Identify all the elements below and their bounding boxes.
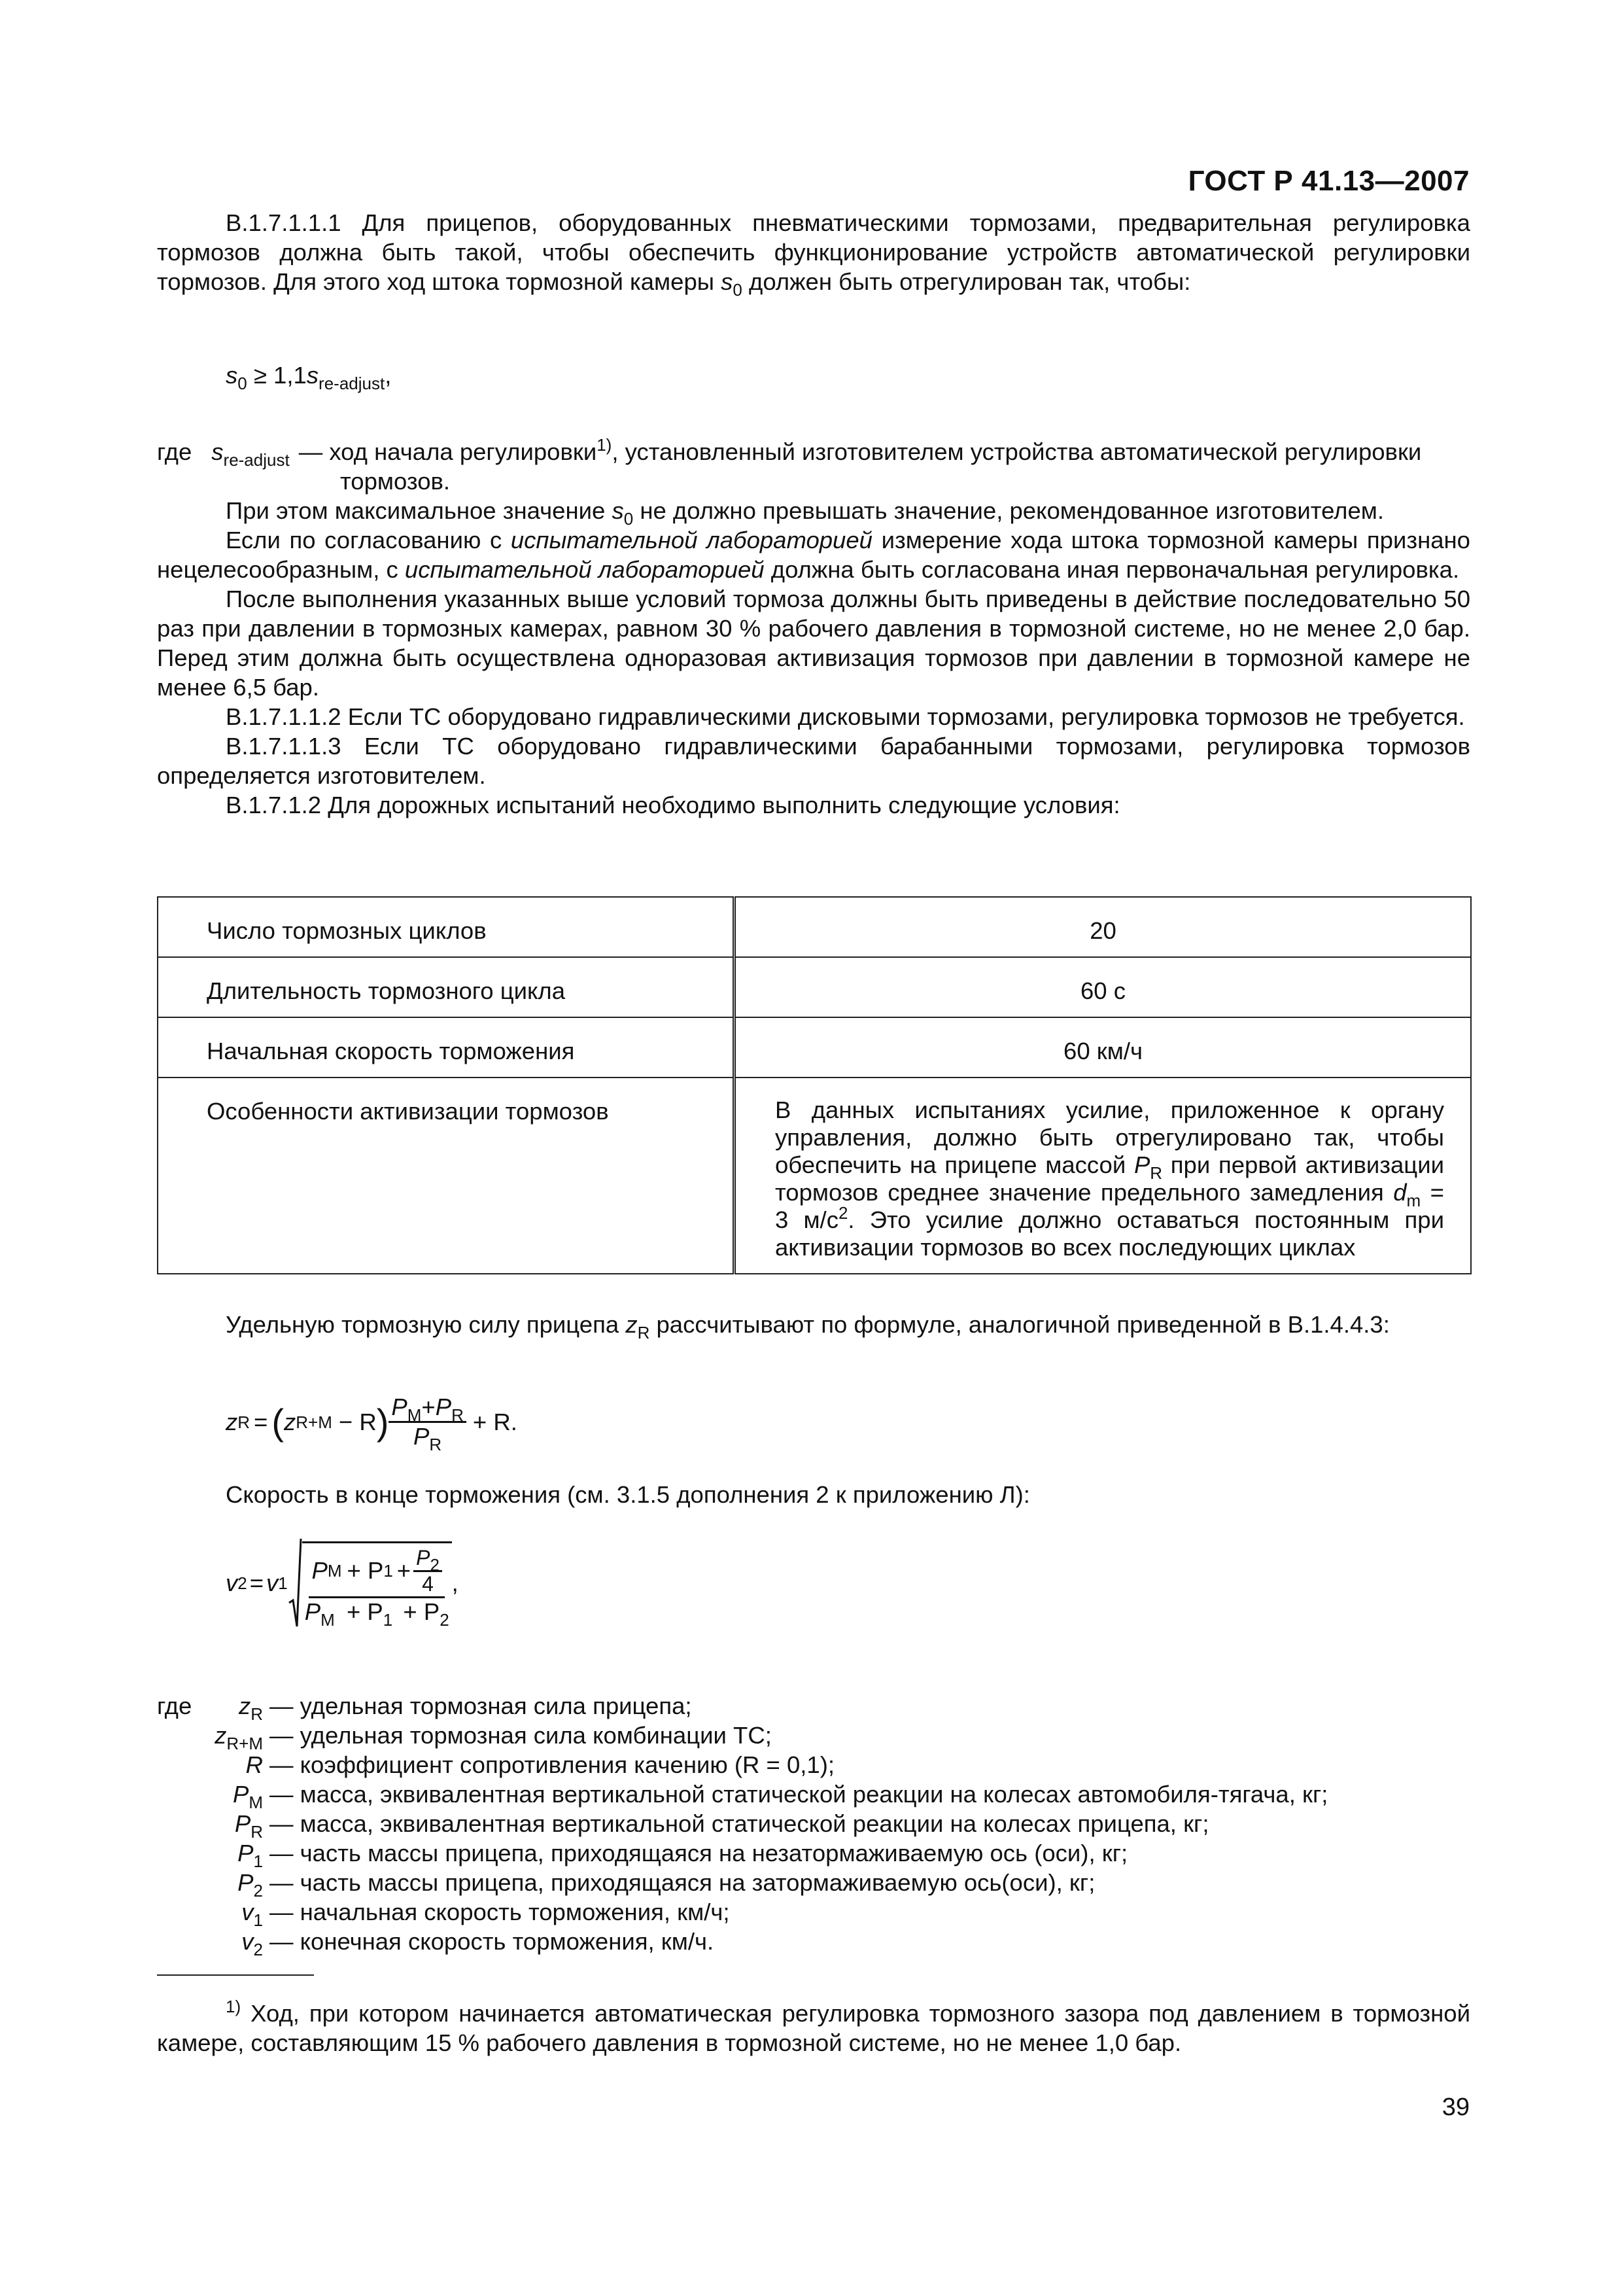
symbol: P xyxy=(232,1781,249,1808)
subscript: M xyxy=(249,1793,263,1812)
subscript: re-adjust xyxy=(223,450,290,470)
def-text: — удельная тормозная сила комбинации ТС; xyxy=(269,1722,772,1749)
symbol: z xyxy=(284,1408,296,1435)
superscript: 2 xyxy=(838,1203,848,1223)
symbol: s xyxy=(211,438,224,465)
where-label: где xyxy=(157,438,192,465)
formula-s0 xyxy=(226,362,392,393)
symbol: P xyxy=(391,1393,407,1420)
list-item xyxy=(157,1779,1328,1812)
text: При этом максимальное значение xyxy=(226,497,606,524)
symbol: P xyxy=(435,1393,452,1420)
fraction xyxy=(413,1546,442,1596)
subscript: m xyxy=(1406,1191,1421,1210)
text: Скорость в конце торможения (см. 3.1.5 дополнения 2 к приложению Л): xyxy=(226,1481,1030,1508)
symbol: v xyxy=(266,1569,279,1596)
italic-term: испытательной лабораторией xyxy=(510,527,872,553)
list-item xyxy=(157,1927,1328,1959)
body-paragraph-7: В.1.7.1.2 Для дорожных испытаний необходимо выполнить следующие условия: xyxy=(226,792,1120,818)
table-row xyxy=(158,1077,1471,1274)
operator: ≥ 1,1 xyxy=(253,362,307,389)
body-paragraph-8 xyxy=(157,1310,1470,1342)
symbol: P xyxy=(237,1869,254,1896)
subscript: R xyxy=(637,1323,650,1342)
table-cell-value: 60 км/ч xyxy=(734,1017,1472,1077)
fraction: P M + P 1 + $\frac{P_2}{4}$ $P_M + P_1 + P_2$ xyxy=(304,1545,449,1630)
text: при первой активизации тормозов среднее значение предельного замедления xyxy=(775,1151,1444,1206)
symbol: P xyxy=(304,1598,321,1625)
def-text: — начальная скорость торможения, км/ч; xyxy=(269,1899,730,1925)
def-text: — масса, эквивалентная вертикальной статической реакции на колесах автомобиля-тягача, кг; xyxy=(269,1781,1328,1808)
symbol: s xyxy=(721,268,733,295)
footnote xyxy=(157,1999,1470,2058)
symbol: s xyxy=(306,362,319,389)
text: Если по согласованию с xyxy=(226,527,502,553)
symbol: z xyxy=(215,1722,227,1749)
subscript: 2 xyxy=(440,1609,449,1630)
def-text: — коэффициент сопротивления качению (R = 0,1); xyxy=(269,1751,835,1778)
footnote-ref: 1) xyxy=(596,435,612,455)
symbol: z xyxy=(226,1408,238,1435)
subscript: 2 xyxy=(253,1881,263,1901)
conditions-table xyxy=(157,896,1472,1274)
def-text: — ход начала регулировки xyxy=(298,438,597,465)
body-paragraphs xyxy=(157,496,1470,820)
punct: , xyxy=(385,362,392,389)
footnote-text: Ход, при котором начинается автоматическая регулировка тормозного зазора под давлением в тормозной камере, составляющим 15 % рабочего давления в тормозной системе, но не менее 1,0 бар. xyxy=(157,2000,1470,2056)
subscript: R xyxy=(429,1435,442,1454)
text: не должно превышать значение, рекомендованное изготовителем. xyxy=(640,497,1385,524)
symbol: z xyxy=(625,1311,638,1338)
table-cell-label: Число тормозных циклов xyxy=(158,897,734,957)
list-item xyxy=(157,1750,1328,1779)
operator: + xyxy=(421,1393,436,1420)
def-text-cont: тормозов. xyxy=(340,468,451,495)
symbol: P xyxy=(1133,1151,1150,1178)
table-row xyxy=(158,957,1471,1017)
subscript: M xyxy=(320,1609,335,1630)
list-item xyxy=(157,1868,1328,1901)
subscript: 0 xyxy=(733,280,742,300)
text: рассчитывают по формуле, аналогичной приведенной в В.1.4.4.3: xyxy=(656,1311,1390,1338)
symbol: P xyxy=(416,1545,430,1569)
paren: ) xyxy=(376,1401,389,1443)
number: 4 xyxy=(422,1571,434,1596)
operator: − R xyxy=(338,1408,377,1435)
symbol: s xyxy=(612,497,624,524)
fraction xyxy=(389,1393,466,1454)
symbol: s xyxy=(226,362,238,389)
subscript: re-adjust xyxy=(319,374,385,393)
subscript: R xyxy=(451,1405,464,1425)
italic-term: испытательной лабораторией xyxy=(404,556,765,583)
symbol: v xyxy=(241,1928,254,1955)
subscript: R xyxy=(1150,1163,1163,1183)
subscript: 1 xyxy=(253,1910,263,1930)
operator: + R. xyxy=(472,1408,517,1435)
operator: + P xyxy=(403,1598,440,1625)
subscript: 1 xyxy=(383,1609,393,1630)
body-paragraph-4: После выполнения указанных выше условий тормоза должны быть приведены в действие последовательно 50 раз при давлении в тормозных камерах, равном 30 % рабочего давления в тормозной системе, но не менее 2,0 бар. Перед этим должна быть осуществлена одноразовая активизация тормозов при давлении в тормозной камере не менее 6,5 бар. xyxy=(157,586,1470,701)
symbol: v xyxy=(241,1899,254,1925)
subscript: R xyxy=(251,1822,263,1842)
table-cell-label: Начальная скорость торможения xyxy=(158,1017,734,1077)
definition-sre-adjust xyxy=(157,437,1470,496)
subscript: 0 xyxy=(623,509,634,529)
list-item xyxy=(157,1691,1328,1724)
operator: + P xyxy=(346,1598,383,1625)
text: должна быть согласована иная первоначальная регулировка. xyxy=(770,556,1460,583)
table-cell-label: Особенности активизации тормозов xyxy=(158,1077,734,1274)
text: Удельную тормозную силу прицепа xyxy=(226,1311,619,1338)
operator: + P xyxy=(347,1557,384,1584)
formula-zR: z R = ( z R+M − R ) $\frac{P_M+P_R}{P_R}$ + R. xyxy=(226,1393,517,1454)
operator: + xyxy=(396,1557,411,1584)
page-number: 39 xyxy=(1442,2094,1470,2121)
symbol: R xyxy=(245,1751,263,1778)
footnote-divider xyxy=(157,1974,314,1976)
punct: , xyxy=(451,1569,458,1596)
body-paragraph-3 xyxy=(157,525,1470,584)
formula-v2: v 2 = v 1 P M + P 1 + $\frac{P_2}{4}$ $P_M + P_1 + P_2$ , xyxy=(226,1537,458,1629)
body-paragraph-6: В.1.7.1.1.3 Если ТС оборудовано гидравлическими барабанными тормозами, регулировка тормозов определяется изготовителем. xyxy=(157,733,1470,789)
symbol: v xyxy=(226,1569,238,1596)
table-cell-value xyxy=(734,1077,1472,1274)
list-item xyxy=(157,1721,1328,1753)
where-label: где xyxy=(157,1692,192,1719)
symbol: P xyxy=(237,1840,254,1866)
symbol: P xyxy=(234,1810,251,1837)
text: = 3 м/с xyxy=(775,1179,1444,1233)
list-item xyxy=(157,1838,1328,1871)
operator: = xyxy=(254,1408,268,1435)
def-text: — удельная тормозная сила прицепа; xyxy=(269,1692,692,1719)
body-paragraph-1 xyxy=(157,208,1470,300)
sqrt-icon xyxy=(288,1537,302,1629)
text: измерение хода штока тормозной камеры признано нецелесообразным, с xyxy=(157,527,1470,583)
def-text: — часть массы прицепа, приходящаяся на затормаживаемую ось(оси), кг; xyxy=(269,1869,1096,1896)
body-paragraph-5: В.1.7.1.1.2 Если ТС оборудовано гидравлическими дисковыми тормозами, регулировка тормозов не требуется. xyxy=(226,703,1465,730)
subscript: 0 xyxy=(237,374,247,393)
symbol: d xyxy=(1393,1179,1407,1206)
subscript: R+M xyxy=(226,1734,263,1753)
def-text: — часть массы прицепа, приходящаяся на незатормаживаемую ось (оси), кг; xyxy=(269,1840,1128,1866)
table-cell-value: 20 xyxy=(734,897,1472,957)
subscript: M xyxy=(407,1405,422,1425)
def-text: , установленный изготовителем устройства автоматической регулировки xyxy=(612,438,1422,465)
footnote-marker: 1) xyxy=(226,1997,241,2016)
text: . Это усилие должно оставаться постоянным при активизации тормозов во всех последующих циклах xyxy=(775,1206,1444,1261)
body-paragraph-9 xyxy=(157,1480,1470,1509)
list-item xyxy=(157,1897,1328,1930)
subscript: 2 xyxy=(430,1554,440,1575)
operator: = xyxy=(249,1569,264,1596)
para1-text: В.1.7.1.1.1 Для прицепов, оборудованных пневматическими тормозами, предварительная регулировка тормозов должна быть такой, чтобы обеспечить функционирование устройств автоматической регулировки тормозов. Для этого ход штока тормозной камеры xyxy=(157,209,1470,295)
table-cell-value: 60 с xyxy=(734,957,1472,1017)
table-cell-label: Длительность тормозного цикла xyxy=(158,957,734,1017)
text: В данных испытаниях усилие, приложенное к органу управления, должно быть отрегулировано так, чтобы обеспечить на прицепе массой xyxy=(775,1096,1444,1178)
table-row xyxy=(158,897,1471,957)
subscript: R xyxy=(251,1704,263,1724)
document-header: ГОСТ Р 41.13—2007 xyxy=(1188,165,1470,197)
symbol: z xyxy=(238,1692,251,1719)
body-paragraph-2 xyxy=(157,496,1470,529)
definitions-list xyxy=(157,1691,1328,1959)
symbol: P xyxy=(311,1557,328,1584)
paren: ( xyxy=(271,1401,285,1443)
def-text: — масса, эквивалентная вертикальной статической реакции на колесах прицепа, кг; xyxy=(269,1810,1209,1837)
table-row xyxy=(158,1017,1471,1077)
def-text: — конечная скорость торможения, км/ч. xyxy=(269,1928,714,1955)
para1-end: должен быть отрегулирован так, чтобы: xyxy=(749,268,1191,295)
list-item xyxy=(157,1809,1328,1842)
subscript: 2 xyxy=(253,1940,263,1959)
symbol: P xyxy=(413,1423,430,1450)
subscript: 1 xyxy=(253,1851,263,1871)
